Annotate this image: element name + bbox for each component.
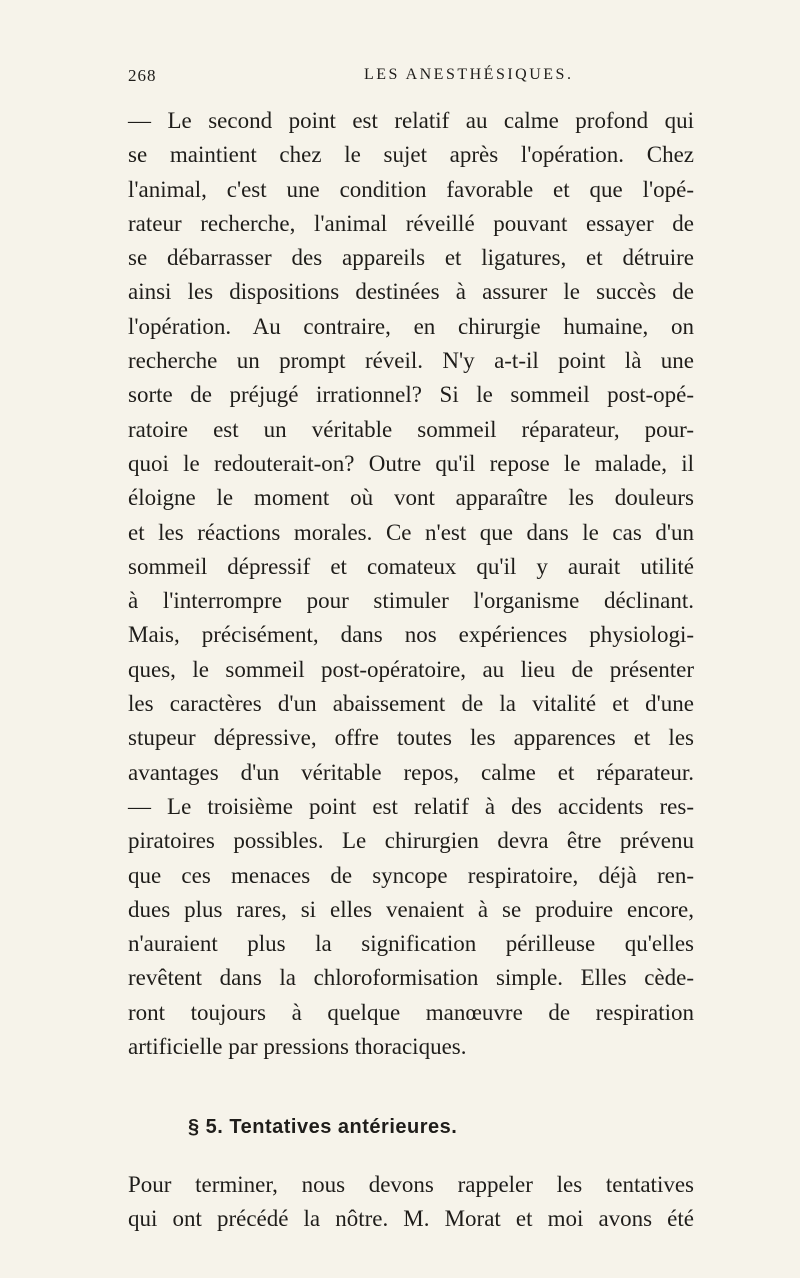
text-line: les caractères d'un abaissement de la vitalité et d'une <box>128 691 694 717</box>
text-line: sommeil dépressif et comateux qu'il y aurait utilité <box>128 553 694 579</box>
text-line: ques, le sommeil post-opératoire, au lieu de présenter <box>128 656 694 682</box>
running-title: LES ANESTHÉSIQUES. <box>364 66 574 83</box>
text-line: ratoire est un véritable sommeil réparateur, pour- <box>128 416 694 442</box>
text-line: rateur recherche, l'animal réveillé pouvant essayer de <box>128 210 694 236</box>
text-line: se débarrasser des appareils et ligatures, et détruire <box>128 245 694 271</box>
text-line: ainsi les dispositions destinées à assurer le succès de <box>128 279 694 305</box>
text-line: se maintient chez le sujet après l'opération. Chez <box>128 142 694 168</box>
text-line: à l'interrompre pour stimuler l'organisme déclinant. <box>128 588 694 614</box>
section-heading: § 5. Tentatives antérieures. <box>188 1116 458 1138</box>
text-line: et les réactions morales. Ce n'est que dans le cas d'un <box>128 519 694 545</box>
body-text <box>128 104 694 1064</box>
text-line: — Le second point est relatif au calme profond qui <box>128 108 694 133</box>
text-line: recherche un prompt réveil. N'y a-t-il point là une <box>128 348 694 374</box>
text-line: stupeur dépressive, offre toutes les apparences et les <box>128 725 694 751</box>
text-line: dues plus rares, si elles venaient à se produire encore, <box>128 896 694 922</box>
running-head <box>128 66 728 96</box>
text-line: qui ont précédé la nôtre. M. Morat et moi avons été <box>128 1206 694 1232</box>
text-line: Pour terminer, nous devons rappeler les tentatives <box>128 1172 694 1197</box>
text-line: l'opération. Au contraire, en chirurgie humaine, on <box>128 313 694 339</box>
text-line: ront toujours à quelque manœuvre de respiration <box>128 999 694 1025</box>
text-line: l'animal, c'est une condition favorable et que l'opé- <box>128 176 694 202</box>
text-line: avantages d'un véritable repos, calme et réparateur. <box>128 759 694 785</box>
text-line: quoi le redouterait-on? Outre qu'il repose le malade, il <box>128 450 694 476</box>
text-line: Mais, précisément, dans nos expériences physiologi- <box>128 622 694 648</box>
text-line: piratoires possibles. Le chirurgien devra être prévenu <box>128 828 694 854</box>
section-text <box>128 1168 694 1237</box>
text-line: artificielle par pressions thoraciques. <box>128 1034 467 1060</box>
text-line: sorte de préjugé irrationnel? Si le sommeil post-opé- <box>128 382 694 408</box>
text-line: — Le troisième point est relatif à des accidents res- <box>128 793 694 819</box>
text-line: que ces menaces de syncope respiratoire, déjà ren- <box>128 862 694 888</box>
text-line: éloigne le moment où vont apparaître les douleurs <box>128 485 694 511</box>
text-line: revêtent dans la chloroformisation simple. Elles cède- <box>128 965 694 991</box>
page-number: 268 <box>128 66 157 85</box>
text-line: n'auraient plus la signification périlleuse qu'elles <box>128 931 694 957</box>
